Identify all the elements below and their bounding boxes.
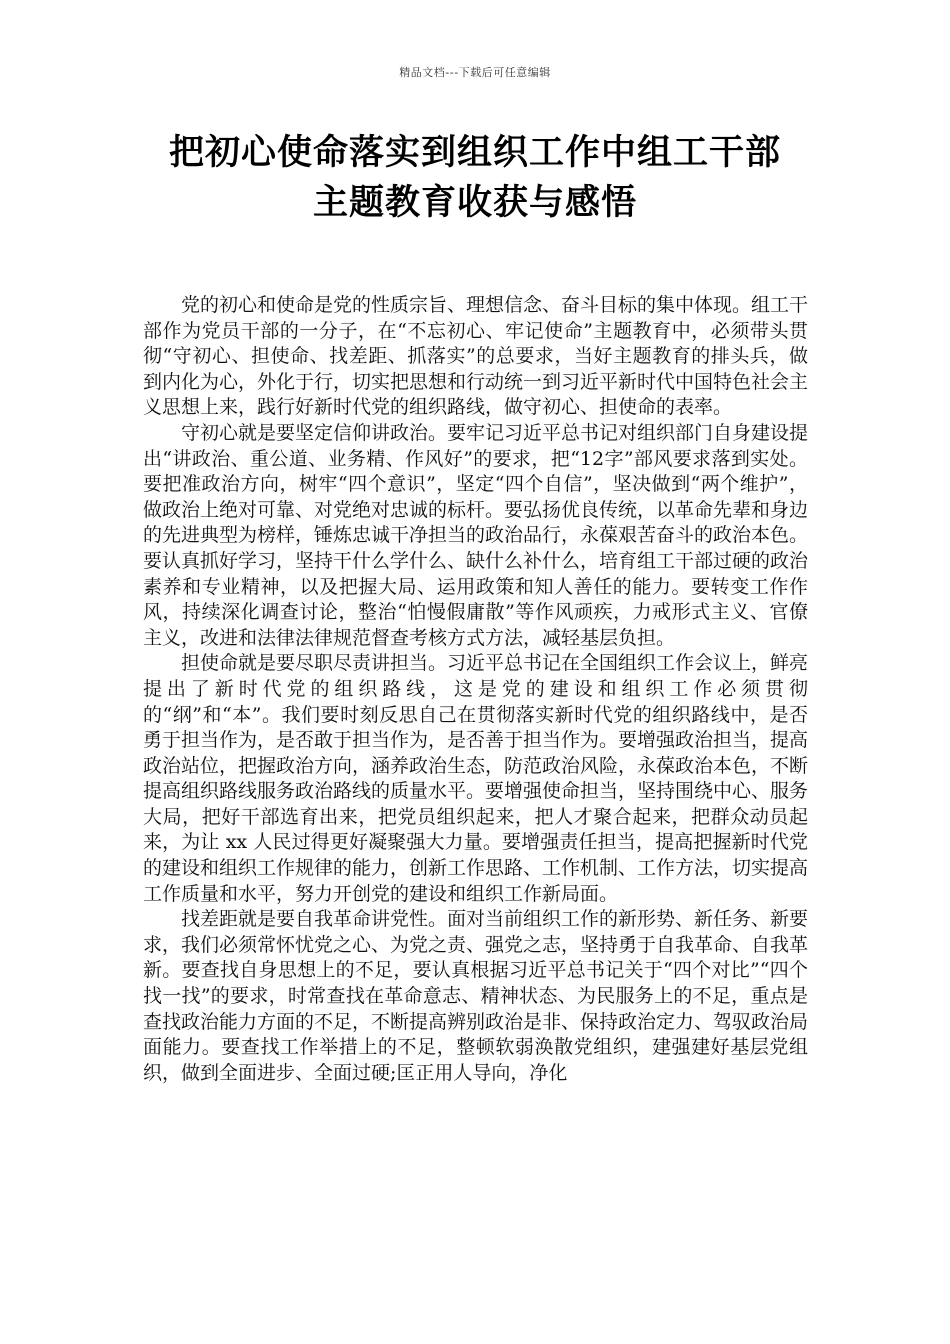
title-line-1: 把初心使命落实到组织工作中组工干部 xyxy=(168,133,781,173)
title-line-2: 主题教育收获与感悟 xyxy=(312,183,637,223)
paragraph: 守初心就是要坚定信仰讲政治。要牢记习近平总书记对组织部门自身建设提出“讲政治、重公道、业务精、作风好”的要求，把“12字”部风要求落到实处。要把准政治方向，树牢“四个意识”，坚定“四个自信”，坚决做到“两个维护”，做政治上绝对可靠、对党绝对忠诚的标杆。要弘扬优良传统，以革命先辈和身边的先进典型为榜样，锤炼忠诚干净担当的政治品行，永葆艰苦奋斗的政治本色。要认真抓好学习，坚持干什么学什么、缺什么补什么，培育组工干部过硬的政治素养和专业精神，以及把握大局、运用政策和知人善任的能力。要转变工作作风，持续深化调查讨论，整治“怕慢假庸散”等作风顽疾，力戒形式主义、官僚主义，改进和法律法律规范督查考核方式方法，减轻基层负担。 xyxy=(143,421,809,649)
article-body xyxy=(143,293,808,1086)
paragraph: 找差距就是要自我革命讲党性。面对当前组织工作的新形势、新任务、新要求，我们必须常怀忧党之心、为党之责、强党之志，坚持勇于自我革命、自我革新。要查找自身思想上的不足，要认真根据习近平总书记关于“四个对比”“四个找一找”的要求，时常查找在革命意志、精神状态、为民服务上的不足，重点是查找政治能力方面的不足，不断提高辨别政治是非、保持政治定力、驾驭政治局面能力。要查找工作举措上的不足，整顿软弱涣散党组织，建强建好基层党组织，做到全面进步、全面过硬;匡正用人导向，净化 xyxy=(143,908,809,1084)
paragraph: 担使命就是要尽职尽责讲担当。习近平总书记在全国组织工作会议上，鲜亮提出了新时代党的组织路线，这是党的建设和组织工作必须贯彻的“纲”和“本”。我们要时刻反思自己在贯彻落实新时代党的组织路线中，是否勇于担当作为，是否敢于担当作为，是否善于担当作为。要增强政治担当，提高政治站位，把握政治方向，涵养政治生态，防范政治风险，永葆政治本色，不断提高组织路线服务政治路线的质量水平。要增强使命担当，坚持围绕中心、服务大局，把好干部选育出来，把党员组织起来，把人才聚合起来，把群众动员起来，为让 xx 人民过得更好凝聚强大力量。要增强责任担当，提高把握新时代党的建设和组织工作规律的能力，创新工作思路、工作机制、工作方法，切实提高工作质量和水平，努力开创党的建设和组织工作新局面。 xyxy=(143,652,809,905)
page-title xyxy=(100,128,850,228)
paragraph: 党的初心和使命是党的性质宗旨、理想信念、奋斗目标的集中体现。组工干部作为党员干部的一分子，在“不忘初心、牢记使命”主题教育中，必须带头贯彻“守初心、担使命、找差距、抓落实”的总要求，当好主题教育的排头兵，做到内化为心，外化于行，切实把思想和行动统一到习近平新时代中国特色社会主义思想上来，践行好新时代党的组织路线，做守初心、担使命的表率。 xyxy=(143,294,809,419)
header-note: 精品文档---下载后可任意编辑 xyxy=(399,66,551,79)
